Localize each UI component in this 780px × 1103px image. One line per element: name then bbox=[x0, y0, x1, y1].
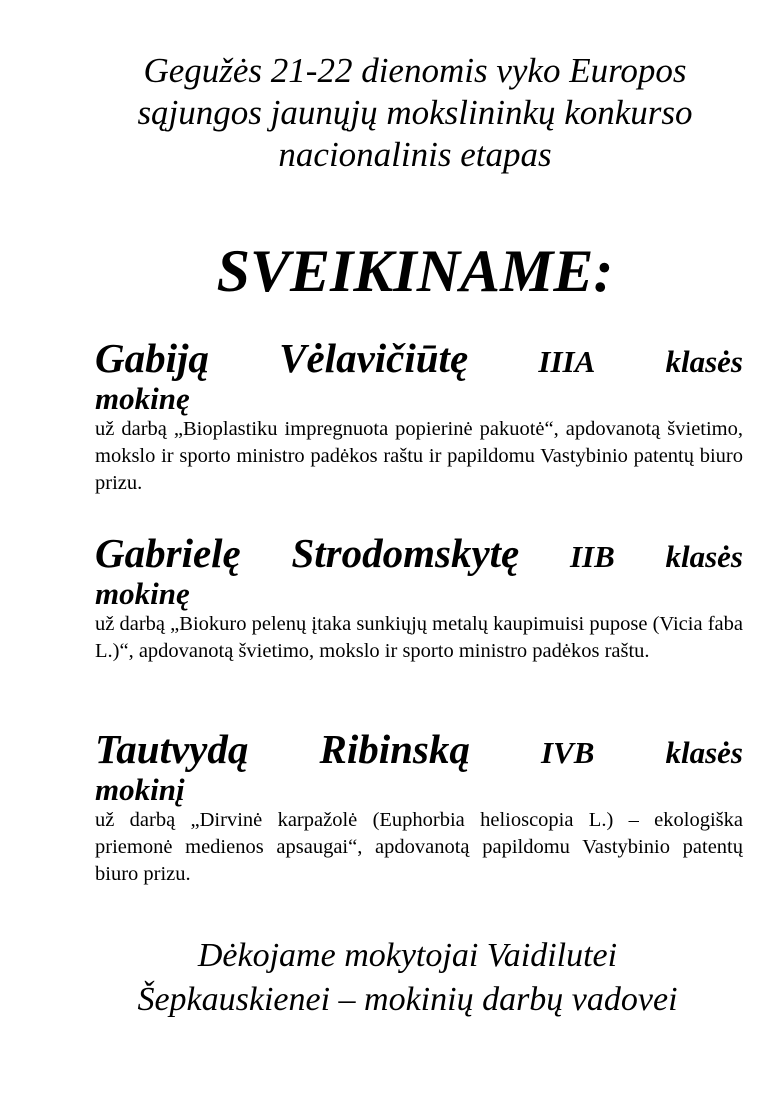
awardee-role: mokinę bbox=[95, 381, 190, 416]
awardee-description: už darbą „Biokuro pelenų įtaka sunkiųjų metalų kaupimuisi pupose (Vicia faba L.)“, apdovanotą švietimo, mokslo ir sporto ministro padėkos raštu. bbox=[95, 613, 743, 662]
intro-paragraph bbox=[60, 50, 770, 176]
headline: SVEIKINAME: bbox=[216, 238, 614, 304]
awardee-role: mokinį bbox=[95, 772, 185, 807]
awardee-first-name: Tautvydą bbox=[95, 726, 249, 772]
awardee-class: IVB bbox=[540, 735, 595, 770]
awardee-first-name: Gabrielę bbox=[95, 530, 241, 576]
awardee-block bbox=[95, 529, 743, 665]
awardee-class-word: klasės bbox=[665, 539, 743, 574]
awardee-class-word: klasės bbox=[665, 344, 743, 379]
thanks-line: Šepkauskienei – mokinių darbų vadovei bbox=[137, 981, 678, 1018]
awardee-class-word: klasės bbox=[665, 735, 743, 770]
awardee-block bbox=[95, 334, 743, 497]
awardee-name-line bbox=[95, 529, 743, 576]
awardee-block bbox=[95, 725, 743, 888]
intro-line: sąjungos jaunųjų mokslininkų konkurso bbox=[137, 93, 693, 132]
thanks-line: Dėkojame mokytojai Vaidilutei bbox=[197, 937, 618, 974]
awardee-class: IIIA bbox=[538, 344, 596, 379]
awardee-last-name: Ribinską bbox=[319, 726, 470, 772]
awardee-last-name: Vėlavičiūtę bbox=[279, 335, 469, 381]
awardee-class: IIB bbox=[569, 539, 615, 574]
thanks-paragraph bbox=[40, 934, 775, 1022]
awardee-last-name: Strodomskytę bbox=[291, 530, 520, 576]
awardee-name-line bbox=[95, 725, 743, 772]
awardee-description: už darbą „Dirvinė karpažolė (Euphorbia helioscopia L.) – ekologiška priemonė medienos apsaugai“, apdovanotą papildomu Vastybinio patentų biuro prizu. bbox=[95, 809, 743, 885]
awardee-role: mokinę bbox=[95, 576, 190, 611]
awardee-first-name: Gabiją bbox=[95, 335, 209, 381]
awardee-name-line bbox=[95, 334, 743, 381]
intro-line: Gegužės 21-22 dienomis vyko Europos bbox=[143, 51, 687, 90]
awardee-description: už darbą „Bioplastiku impregnuota popierinė pakuotė“, apdovanotą švietimo, mokslo ir sporto ministro padėkos raštu ir papildomu Vastybinio patentų biuro prizu. bbox=[95, 418, 743, 494]
intro-line: nacionalinis etapas bbox=[278, 135, 552, 174]
